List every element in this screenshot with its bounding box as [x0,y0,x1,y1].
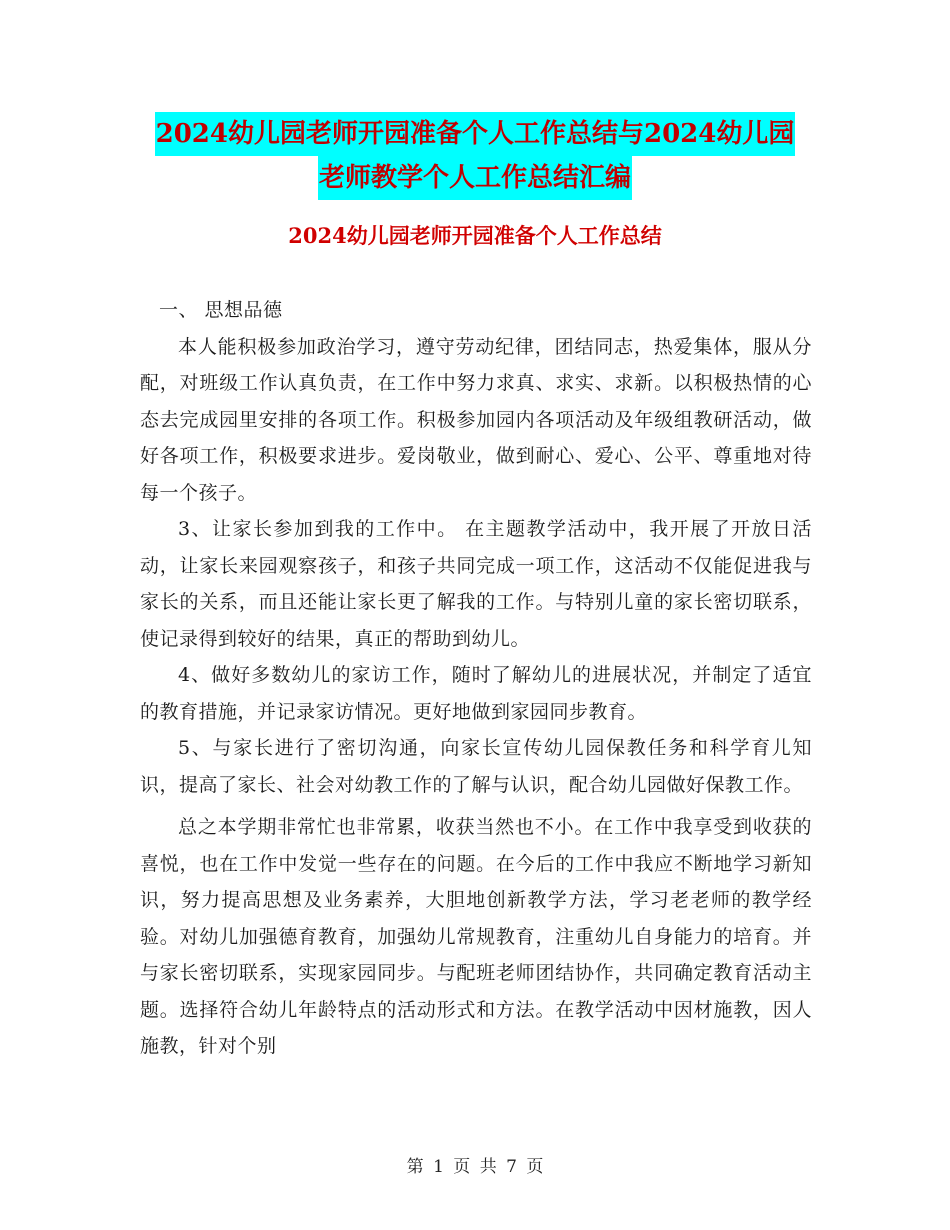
section-title: 2024幼儿园老师开园准备个人工作总结 [288,223,662,248]
page-footer: 第 1 页 共 7 页 [406,1157,544,1177]
document-title [0,112,950,200]
paragraph-5: 总之本学期非常忙也非常累，收获当然也不小。在工作中我享受到收获的喜悦，也在工作中发觉一些存在的问题。在今后的工作中我应不断地学习新知识，努力提高思想及业务素养，大胆地创新教学方法，学习老老师的教学经验。对幼儿加强德育教育，加强幼儿常规教育，注重幼儿自身能力的培育。并与家长密切联系，实现家园同步。与配班老师团结协作，共同确定教育活动主题。选择符合幼儿年龄特点的活动形式和方法。在教学活动中因材施教，因人施教，针对个别 [140,816,812,1057]
section-heading-ideology: 一、 思想品德 [159,299,283,321]
body-text [140,292,812,1065]
document-title-line-2: 老师教学个人工作总结汇编 [318,156,632,200]
paragraph-2: 3、让家长参加到我的工作中。 在主题教学活动中，我开展了开放日活动，让家长来园观察孩子，和孩子共同完成一项工作，这活动不仅能促进我与家长的关系，而且还能让家长更了解我的工作。与特别儿童的家长密切联系，使记录得到较好的结果，真正的帮助到幼儿。 [140,518,812,650]
paragraph-3: 4、做好多数幼儿的家访工作，随时了解幼儿的进展状况，并制定了适宜的教育措施，并记录家访情况。更好地做到家园同步教育。 [140,664,812,723]
paragraph-4: 5、与家长进行了密切沟通，向家长宣传幼儿园保教任务和科学育儿知识，提高了家长、社会对幼教工作的了解与认识，配合幼儿园做好保教工作。 [140,737,812,796]
paragraph-1: 本人能积极参加政治学习，遵守劳动纪律，团结同志，热爱集体，服从分配，对班级工作认真负责，在工作中努力求真、求实、求新。以积极热情的心态去完成园里安排的各项工作。积极参加园内各项活动及年级组教研活动，做好各项工作，积极要求进步。爱岗敬业，做到耐心、爱心、公平、尊重地对待每一个孩子。 [140,335,812,504]
document-title-line-1: 2024幼儿园老师开园准备个人工作总结与2024幼儿园 [155,112,796,156]
